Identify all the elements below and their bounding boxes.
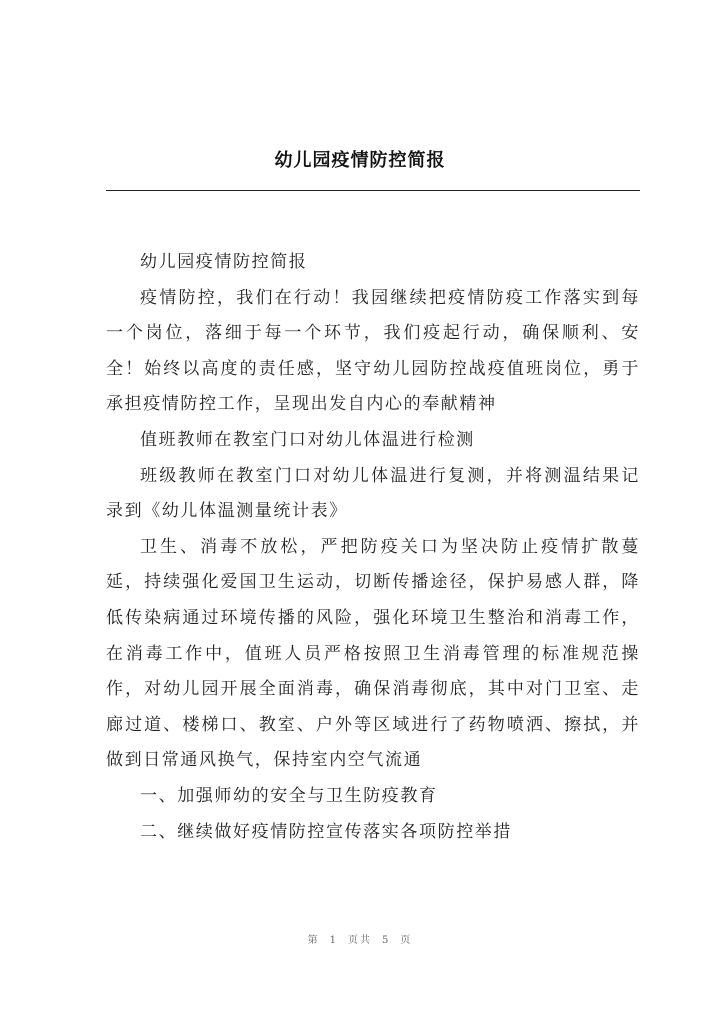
paragraph-disinfection: 卫生、消毒不放松，严把防疫关口为坚决防止疫情扩散蔓延，持续强化爱国卫生运动，切断传播途径，保护易感人群，降低传染病通过环境传播的风险，强化环境卫生整治和消毒工作，在消毒工作中，值班人员严格按照卫生消毒管理的标准规范操作，对幼儿园开展全面消毒，确保消毒彻底，其中对门卫室、走廊过道、楼梯口、教室、户外等区域进行了药物喷洒、擦拭，并做到日常通风换气，保持室内空气流通	[106, 536, 640, 771]
footer-prefix: 第	[307, 935, 320, 946]
paragraph-heading: 幼儿园疫情防控简报	[140, 252, 308, 272]
footer-middle: 页共	[348, 935, 372, 946]
footer-suffix: 页	[400, 935, 413, 946]
page-title: 幼儿园疫情防控简报	[274, 150, 446, 171]
paragraph-section-one: 一、加强师幼的安全与卫生防疫教育	[140, 785, 438, 806]
footer-page-number: 1	[329, 935, 338, 946]
page-footer	[0, 931, 720, 946]
paragraph-intro: 疫情防控，我们在行动！我园继续把疫情防疫工作落实到每一个岗位，落细于每一个环节，我们疫起行动，确保顺利、安全！始终以高度的责任感，坚守幼儿园防控战疫值班岗位，勇于承担疫情防控工作，呈现出发自内心的奉献精神	[106, 287, 640, 415]
title-divider	[106, 190, 640, 191]
paragraph-temperature-check: 值班教师在教室门口对幼儿体温进行检测	[140, 429, 475, 450]
paragraph-temperature-recheck: 班级教师在教室门口对幼儿体温进行复测，并将测温结果记录到《幼儿体温测量统计表》	[106, 465, 640, 522]
paragraph-section-two: 二、继续做好疫情防控宣传落实各项防控举措	[140, 821, 512, 842]
footer-total-pages: 5	[382, 935, 391, 946]
document-body	[106, 245, 640, 850]
